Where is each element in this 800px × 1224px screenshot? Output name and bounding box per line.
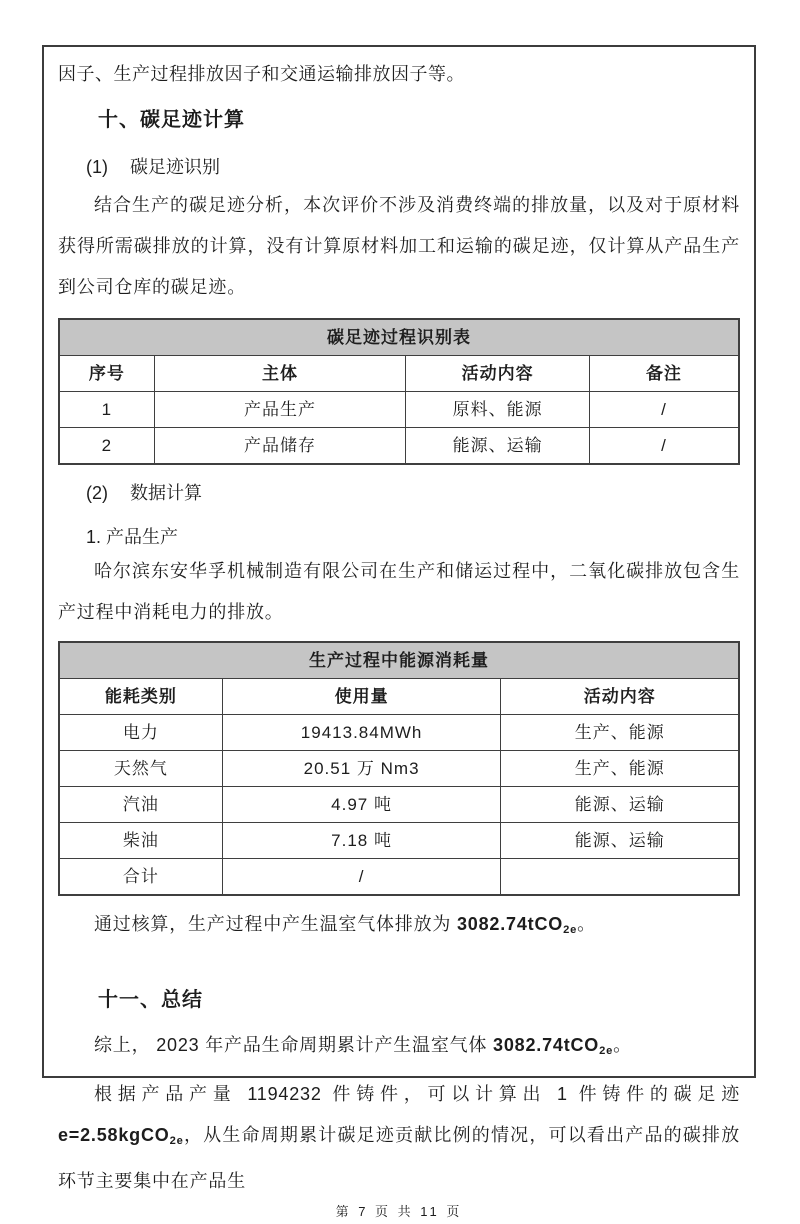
emission-text: 通过核算，生产过程中产生温室气体排放为 bbox=[94, 914, 457, 934]
page-footer: 第 7 页 共 11 页 bbox=[335, 1204, 463, 1220]
summary-1-value: 3082.74tCO bbox=[493, 1034, 600, 1055]
header-cell-remark: 备注 bbox=[589, 356, 739, 392]
cell-activity: 生产、能源 bbox=[501, 751, 739, 787]
cell-remark: / bbox=[589, 428, 739, 465]
para-emission-result bbox=[58, 904, 740, 951]
cell-energy-type: 天然气 bbox=[59, 751, 222, 787]
cell-activity: 能源、运输 bbox=[406, 428, 590, 465]
summary-2-value: e=2.58kgCO bbox=[58, 1124, 170, 1145]
table-row-electricity bbox=[59, 715, 739, 751]
energy-table-title: 生产过程中能源消耗量 bbox=[59, 642, 739, 679]
cell-usage: 7.18 吨 bbox=[222, 823, 501, 859]
summary-2-subscript: 2e bbox=[169, 1134, 184, 1147]
cell-usage: / bbox=[222, 859, 501, 896]
cell-activity: 原料、能源 bbox=[406, 392, 590, 428]
header-cell-subject: 主体 bbox=[154, 356, 406, 392]
section-spacer bbox=[58, 951, 740, 985]
cell-usage: 20.51 万 Nm3 bbox=[222, 751, 501, 787]
cell-seq: 2 bbox=[59, 428, 154, 465]
table-row bbox=[59, 392, 739, 428]
emission-subscript: 2e bbox=[563, 923, 578, 936]
header-cell-activity: 活动内容 bbox=[501, 679, 739, 715]
document-content-box bbox=[42, 45, 756, 1220]
list-item-2-label: (2) bbox=[86, 483, 108, 503]
cell-energy-type: 柴油 bbox=[59, 823, 222, 859]
list-item-1 bbox=[58, 153, 740, 181]
subsection-product-production: 1. 产品生产 bbox=[86, 527, 179, 547]
process-identification-table bbox=[58, 318, 740, 465]
cell-energy-type: 合计 bbox=[59, 859, 222, 896]
header-cell-usage: 使用量 bbox=[222, 679, 501, 715]
header-cell-seq: 序号 bbox=[59, 356, 154, 392]
summary-1-subscript: 2e bbox=[599, 1044, 614, 1057]
para-production: 哈尔滨东安华孚机械制造有限公司在生产和储运过程中，二氧化碳排放包含生产过程中消耗电力的排放。 bbox=[58, 561, 740, 622]
summary-2-rest: ，从生命周期累计碳足迹贡献比例的情况，可以看出产品的碳排放环节主要集中在产品生 bbox=[58, 1124, 740, 1192]
list-item-2-title: 数据计算 bbox=[130, 483, 202, 503]
para-summary-1 bbox=[58, 1025, 740, 1072]
section-10-heading: 十、碳足迹计算 bbox=[98, 109, 245, 131]
cell-activity: 生产、能源 bbox=[501, 715, 739, 751]
para-carbon-identify: 结合生产的碳足迹分析，本次评价不涉及消费终端的排放量，以及对于原材料获得所需碳排放的计算，没有计算原材料加工和运输的碳足迹，仅计算从产品生产到公司仓库的碳足迹。 bbox=[58, 195, 740, 297]
summary-2-text: 根据产品产量 1194232 件铸件，可以计算出 1 件铸件的碳足迹 bbox=[94, 1083, 740, 1104]
cell-seq: 1 bbox=[59, 392, 154, 428]
cell-subject: 产品生产 bbox=[154, 392, 406, 428]
emission-value: 3082.74tCO bbox=[457, 914, 564, 934]
energy-consumption-table bbox=[58, 641, 740, 896]
table-row-total bbox=[59, 859, 739, 896]
table-row-gasoline bbox=[59, 787, 739, 823]
intro-line: 因子、生产过程排放因子和交通运输排放因子等。 bbox=[58, 64, 465, 84]
table-row bbox=[59, 428, 739, 465]
table-title-row bbox=[59, 319, 739, 356]
cell-energy-type: 汽油 bbox=[59, 787, 222, 823]
para-summary-2 bbox=[58, 1074, 740, 1203]
cell-remark: / bbox=[589, 392, 739, 428]
header-cell-energy-type: 能耗类别 bbox=[59, 679, 222, 715]
process-table-title: 碳足迹过程识别表 bbox=[59, 319, 739, 356]
cell-usage: 4.97 吨 bbox=[222, 787, 501, 823]
table-header-row bbox=[59, 356, 739, 392]
emission-period: 。 bbox=[577, 914, 596, 934]
cell-energy-type: 电力 bbox=[59, 715, 222, 751]
list-item-2 bbox=[58, 479, 740, 507]
table-title-row bbox=[59, 642, 739, 679]
table-row-diesel bbox=[59, 823, 739, 859]
table-row-natural-gas bbox=[59, 751, 739, 787]
cell-usage: 19413.84MWh bbox=[222, 715, 501, 751]
summary-1-text: 综上， 2023 年产品生命周期累计产生温室气体 bbox=[94, 1034, 494, 1055]
list-item-1-label: (1) bbox=[86, 157, 108, 177]
cell-activity: 能源、运输 bbox=[501, 823, 739, 859]
cell-activity bbox=[501, 859, 739, 896]
list-item-1-title: 碳足迹识别 bbox=[130, 157, 220, 177]
table-header-row bbox=[59, 679, 739, 715]
section-11-heading: 十一、总结 bbox=[98, 988, 203, 1011]
header-cell-activity: 活动内容 bbox=[406, 356, 590, 392]
cell-activity: 能源、运输 bbox=[501, 787, 739, 823]
summary-1-period: 。 bbox=[613, 1034, 632, 1055]
cell-subject: 产品储存 bbox=[154, 428, 406, 465]
